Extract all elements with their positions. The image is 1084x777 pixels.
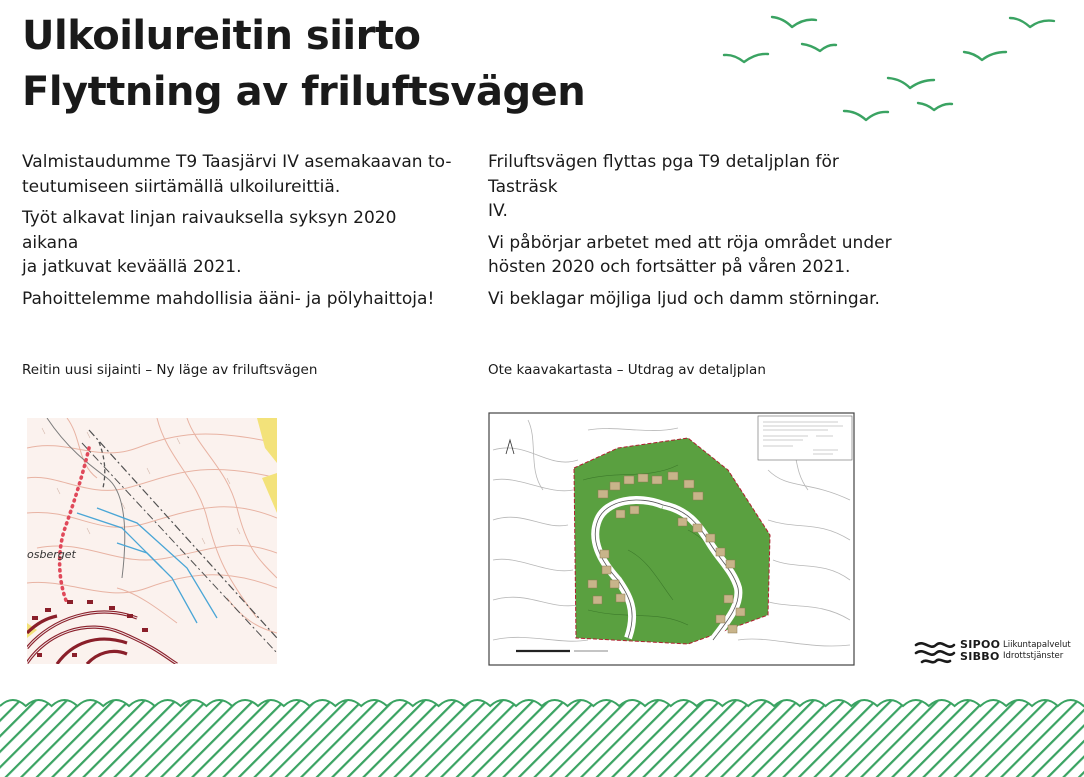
swedish-paragraph-3: Vi beklagar möjliga ljud och damm störningar. <box>488 288 880 309</box>
plan-map-caption: Ote kaavakartasta – Utdrag av detaljplan <box>488 362 766 378</box>
swedish-text <box>488 150 908 318</box>
page-title <box>22 8 585 120</box>
detail-plan-map-image <box>488 410 855 666</box>
swedish-paragraph-1: Friluftsvägen flyttas pga T9 detaljplan för Tasträsk IV. <box>488 152 839 221</box>
finnish-paragraph-3: Pahoittelemme mahdollisia ääni- ja pölyhaittoja! <box>22 288 435 309</box>
title-finnish: Ulkoilureitin siirto <box>22 13 421 59</box>
swedish-paragraph-2: Vi påbörjar arbetet med att röja området under hösten 2020 och fortsätter på våren 2021. <box>488 232 892 277</box>
route-map-place-label: osberget <box>27 548 76 561</box>
sipoo-sibbo-logo <box>914 637 1071 667</box>
sipoo-logo-mark-icon <box>914 637 956 667</box>
finnish-paragraph-1: Valmistaudumme T9 Taasjärvi IV asemakaavan to- teutumiseen siirtämällä ulkoilureittiä. <box>22 152 452 197</box>
logo-municipality-name: SIPOO SIBBO <box>960 638 1001 663</box>
wave-pattern-decoration <box>0 688 1084 777</box>
title-swedish: Flyttning av friluftsvägen <box>22 69 586 115</box>
logo-department-name: Liikuntapalvelut Idrottstjänster <box>1003 640 1071 661</box>
finnish-paragraph-2: Työt alkavat linjan raivauksella syksyn 2020 aikana ja jatkuvat keväällä 2021. <box>22 208 397 277</box>
route-map-caption: Reitin uusi sijainti – Ny läge av friluftsvägen <box>22 362 318 378</box>
route-map-image <box>27 418 277 664</box>
finnish-text <box>22 150 452 318</box>
birds-decoration <box>720 10 1084 130</box>
